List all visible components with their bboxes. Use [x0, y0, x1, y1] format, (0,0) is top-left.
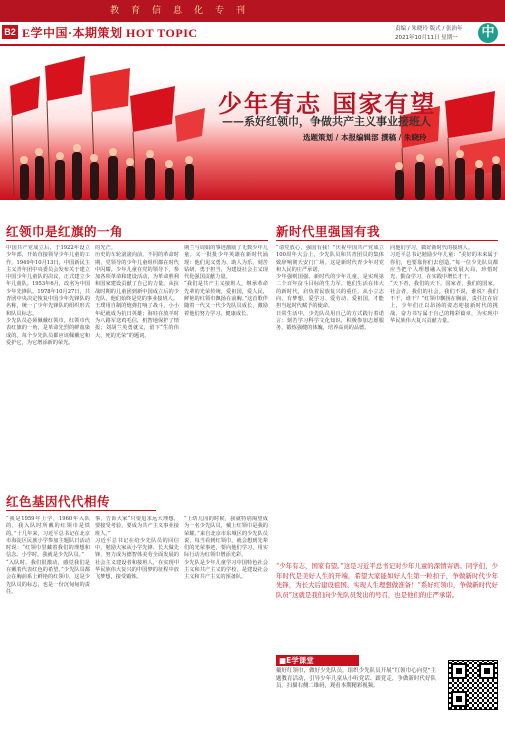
article-column: 的光芒。 历史的车轮滚滚向前，不同的革命时期，党领导的少年儿童组织都在时代中闪耀。少年儿童在党的领导下，参加各项革命和建设活动，为革命胜利和国家建设贡献了自己的力量。从抗战时期的儿童团到新中国成立后的少先队，他们始终是党的事业接班人。 王璞用自制的炮弹打响了战斗，小小年纪就成为抗日英雄；海娃在放羊时为八路军送鸡毛信，机智地保护了情报；刘胡兰英勇就义，留下“生的伟大，死的光荣”的题词。 [95, 245, 179, 339]
article-column: “上幼儿园的时候，我就特别渴望成为一名少先队员，戴上红领巾是我的荣耀。”来自北京市东城区的少先队员说，每当看到红领巾，就会想到先辈们的光荣事迹，要向他们学习，用实际行动为红领巾增添光彩。 少先队是少年儿童学习中国特色社会主义和共产主义的学校，是建设社会主义和共产主义的预备队。 [184, 516, 268, 581]
tips-text: 戴好红领巾，做好少先队员。组织少先队员开展“红领巾心向党”主题教育活动，引导少年儿童从小听党话、跟党走，争做新时代好队员。扫描右侧二维码，观看本期精彩视频。 [276, 668, 436, 690]
article-column: 期兰与周娟的事迹激励了无数少年儿童。又一批批少年英雄在新时代涌现：他们见义勇为、助人为乐、刻苦钻研、勇于担当，为建设社会主义现代化强国贡献力量。 “我们是共产主义接班人，继承革命先辈的光荣传统，爱祖国，爱人民，鲜艳的红领巾飘扬在前胸。”这首歌伴随着一代又一代少先队员成长，激励着他们努力学习、健康成长。 [184, 245, 268, 317]
editor-line: 责编 / 朱晓玲 版式 / 张治年 [395, 26, 463, 32]
section-title: E学中国·本期策划 HOT TOPIC [22, 26, 198, 40]
header-slogan: 教育信息化专刊 [110, 6, 258, 16]
article-column: 中国共产党成立后，于1922年设立少年部，开始直接领导少年儿童的工作。1949年10月13日，中国新民主主义青年团中央委员会发布关于建立中国少年儿童队的决议，正式建立少年儿童队。1953年6月，改名为中国少年先锋队。1978年10月27日，共青团中央决定恢复中国少年先锋队的名称，统一了少年先锋队的组织形式和队员标志。 少先队员必须佩戴红领巾。红领巾代表红旗的一角，是革命先烈的鲜血染成的。每个少先队员都应该佩戴它和爱护它，为它增添新的荣光。 [6, 245, 90, 346]
heading-rule [6, 510, 156, 511]
section-heading-new-era: 新时代里强国有我 [276, 224, 381, 239]
heading-rule [6, 240, 268, 241]
heading-rule [276, 240, 498, 241]
section-heading-red-scarf: 红领巾是红旗的一角 [6, 224, 124, 239]
article-column: “请党放心，强国有我！”庆祝中国共产党成立100周年大会上，少先队员和共青团员的集体致辞响彻天安门广场。这是新时代青少年对党和人民的庄严承诺。 少年强则国强。新时代的少年儿童，是实现第二个百年奋斗目标的生力军。他们生活在伟大的新时代，肩负着民族复兴的重任。从小立志向、有梦想，爱学习、爱劳动、爱祖国，才能担当起时代赋予的使命。 日常生活中，少先队员用自己的方式践行着诺言：刻苦学习科学文化知识，积极参加志愿服务，锻炼强健的体魄，培养高尚的品德。 [276, 245, 384, 332]
page-number: B2 [2, 25, 18, 39]
highlight-quote: “少年有志，国家有望。”这是习近平总书记对少年儿童的深情寄语。同学们，少年时代是美好人生的开端，希望大家能如好人生第一粒扣子，争做新时代少年先锋，为长大后建设祖国、实现人生理想做准备！“系好红领巾，争做新时代好队员”这就是我们向少先队员发出的号召，也是他们的庄严承诺。 [276, 562, 498, 599]
qr-code-icon[interactable] [448, 660, 498, 710]
article-column: “我是1959年上学，1960年入队的，我入队时所戴的红领巾是铁的。”十几年来，习近平总书记在北京市海淀区民族小学参加主题队日活动时说：“红领巾里藏着我们的理想和信念。小学时，我就是少先队员。” “入队时，我们很激动，感觉我们是在戴着代表红色的希望。”少先队员都会在胸前系上鲜艳的红领巾，这是少先队员的标志，也是一份沉甸甸的责任。 [6, 516, 90, 595]
banner-credit: 选题策划 / 本报编辑部 撰稿 / 朱晓玲 [303, 133, 427, 142]
article-column: 事，告诉大家“只要追求远大理想，要接受考验，要成为共产主义事业接班人。” 习近平总书记在给少先队员的回信中，勉励大家从小学先锋、长大做先锋，努力成为德智体美劳全面发展的社会主义建设者和接班人，在实现中华民族伟大复兴的中国梦的征程中放飞梦想，接受锻炼。 [95, 516, 179, 581]
flag-shape [10, 76, 40, 116]
banner-subtitle: ——系好红领巾，争做共产主义事业接班人 [222, 115, 431, 128]
tips-title: ■E学课堂 [276, 655, 359, 666]
section-heading-red-gene: 红色基因代代相传 [6, 494, 111, 509]
article-column: 向他们学习，做好新时代的接班人。 习近平总书记勉励少年儿童：“美好的未来属于你们，也要靠你们去创造。”每一位少先队员都应当把个人理想融入国家发展大局，珍惜时光、勤奋学习，在实践中增长才干。 “天下者，我们的天下。国家者，我们的国家。社会者，我们的社会。我们不说，谁说？我们不干，谁干？”红领巾飘扬在胸前，责任扛在肩上，少年们正以昂扬的姿态迎接新时代的挑战，奋力书写属于自己的精彩篇章，为实现中华民族伟大复兴贡献力量。 [390, 245, 498, 324]
newspaper-logo-icon: 中 [478, 23, 498, 43]
date-line: 2021年10月11日 星期一 [395, 35, 458, 41]
banner-title: 少年有志 国家有望 [218, 90, 437, 118]
